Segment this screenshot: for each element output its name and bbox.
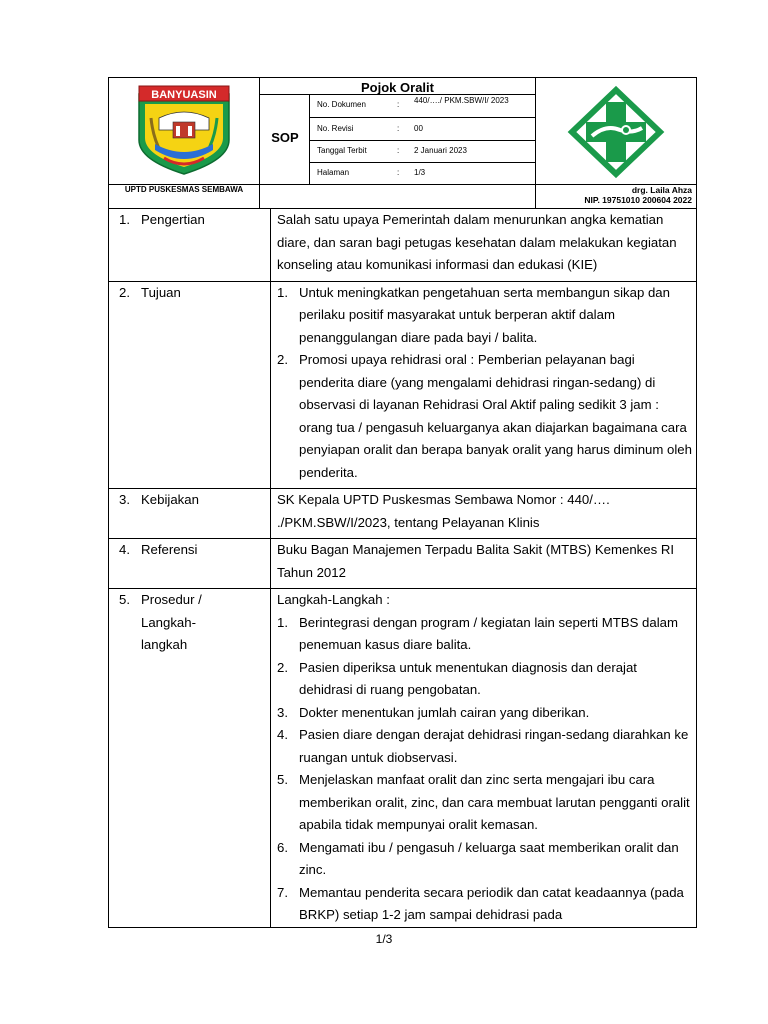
procedure-list: [277, 612, 692, 927]
procedure-intro: Langkah-Langkah :: [277, 592, 390, 607]
section-row: 5. Prosedur / Langkah-langkah Langkah-Langkah : 1. Berintegrasi dengan program / kegiatan lain seperti MTBS dalam penemuan kasus diare balita. 2. Pasien diperiksa untuk menentukan diagnosis dan derajat dehidrasi di ruang pengobatan. 3. Dokter menentukan jumlah cairan yang diberikan. 4. Pasien diare dengan derajat dehidrasi ringan-sedang diarahkan ke ruangan untuk diobservasi. 5. Menjelaskan manfaat oralit dan zinc serta mengajari ibu cara memberikan oralit, zinc, dan cara membuat larutan pengganti oralit apabila tidak mempunyai oralit kemasan. 6. Mengamati ibu / pengasuh / keluarga saat memberikan oralit dan zinc. 7. Memantau penderita secara periodik dan catat keadaannya (pada BRKP) setiap 1-2 jam sampai dehidrasi pada: [109, 589, 697, 928]
signatory-name: drg. Laila Ahza: [631, 185, 692, 195]
section-label: Pengertian: [141, 212, 205, 227]
meta-value: 440/…./ PKM.SBW/I/ 2023: [414, 96, 509, 105]
list-item: 1. Berintegrasi dengan program / kegiatan lain seperti MTBS dalam penemuan kasus diare balita.: [277, 614, 678, 652]
sop-document: [108, 77, 697, 928]
signatory-block: [536, 185, 696, 205]
section-text: Salah satu upaya Pemerintah dalam menurunkan angka kematian diare, dan saran bagi petugas kesehatan dalam melakukan kegiatan konseling atau komunikasi informasi dan edukasi (KIE): [271, 209, 697, 282]
puskesmas-logo: [536, 78, 696, 184]
section-label: Prosedur / Langkah-langkah: [141, 592, 202, 652]
document-header: BANYUASIN Pojok Oralit SOP No. Dokumen : 440/…./ PKM.SBW/I/ 2023 No. Revisi : 00 Tanggal Terbit : 2 Januari 2023 Halaman : 1/3 UPTD PUSKESMAS SEMBAWA drg. Laila Ahza NIP. 19751010 200604 2022: [108, 77, 697, 209]
section-label: Kebijakan: [141, 492, 199, 507]
section-row: 1. Pengertian Salah satu upaya Pemerintah dalam menurunkan angka kematian diare, dan saran bagi petugas kesehatan dalam melakukan kegiatan konseling atau komunikasi informasi dan edukasi (KIE): [109, 209, 697, 282]
page-number: 1/3: [375, 932, 393, 946]
list-item: 4. Pasien diare dengan derajat dehidrasi ringan-sedang diarahkan ke ruangan untuk diobservasi.: [277, 727, 689, 765]
section-row: 3. Kebijakan SK Kepala UPTD Puskesmas Sembawa Nomor : 440/…. ./PKM.SBW/I/2023, tentang Pelayanan Klinis: [109, 489, 697, 539]
meta-label: No. Dokumen: [317, 100, 366, 109]
section-text: SK Kepala UPTD Puskesmas Sembawa Nomor : 440/…. ./PKM.SBW/I/2023, tentang Pelayanan Klinis: [271, 489, 697, 539]
meta-value: 00: [414, 124, 423, 133]
list-item: 2. Pasien diperiksa untuk menentukan diagnosis dan derajat dehidrasi di ruang pengobatan.: [277, 659, 637, 697]
section-text: Buku Bagan Manajemen Terpadu Balita Sakit (MTBS) Kemenkes RI Tahun 2012: [271, 539, 697, 589]
section-row: 4. Referensi Buku Bagan Manajemen Terpadu Balita Sakit (MTBS) Kemenkes RI Tahun 2012: [109, 539, 697, 589]
list-item: 1. Untuk meningkatkan pengetahuan serta membangun sikap dan perilaku positif masyarakat untuk berperan aktif dalam penanggulangan diare pada bayi / balita.: [277, 284, 670, 345]
meta-label: No. Revisi: [317, 124, 354, 133]
list-item: 7. Memantau penderita secara periodik dan catat keadaannya (pada BRKP) setiap 1-2 jam sampai dehidrasi pada: [277, 884, 684, 922]
list-item: 6. Mengamati ibu / pengasuh / keluarga saat memberikan oralit dan zinc.: [277, 839, 679, 877]
meta-label: Halaman: [317, 168, 350, 177]
banyuasin-logo: [109, 78, 259, 184]
meta-value: 2 Januari 2023: [414, 146, 467, 155]
section-label: Referensi: [141, 542, 198, 557]
section-row: 2. Tujuan 1. Untuk meningkatkan pengetahuan serta membangun sikap dan perilaku positif masyarakat untuk berperan aktif dalam penanggulangan diare pada bayi / balita. 2. Promosi upaya rehidrasi oral : Pemberian pelayanan bagi penderita diare (yang mengalami dehidrasi ringan-sedang) di observasi di layanan Rehidrasi Oral Aktif paling sedikit 3 jam : orang tua / pengasuh keluarganya akan diajarkan bagaimana cara penyiapan oralit dan berapa banyak oralit yang harus diminum oleh penderita.: [109, 281, 697, 489]
list-item: 5. Menjelaskan manfaat oralit dan zinc serta mengajari ibu cara memberikan oralit, zinc, dan cara membuat larutan pengganti oralit apabila tidak mempunyai oralit kemasan.: [277, 772, 690, 832]
section-label: Tujuan: [141, 284, 181, 300]
unit-name: UPTD PUSKESMAS SEMBAWA: [124, 185, 244, 194]
list-item: 2. Promosi upaya rehidrasi oral : Pemberian pelayanan bagi penderita diare (yang mengalami dehidrasi ringan-sedang) di observasi di layanan Rehidrasi Oral Aktif paling sedikit 3 jam : orang tua / pengasuh keluarganya akan diajarkan bagaimana cara penyiapan oralit dan berapa banyak oralit yang harus diminum oleh penderita.: [277, 352, 692, 480]
meta-label: Tanggal Terbit: [317, 146, 367, 155]
banyuasin-logo-text: BANYUASIN: [151, 89, 217, 101]
sop-content-table: [108, 208, 697, 928]
document-title: Pojok Oralit: [361, 80, 434, 95]
sop-label: SOP: [271, 130, 299, 145]
signatory-nip: NIP. 19751010 200604 2022: [584, 195, 692, 205]
objective-list: [277, 282, 692, 485]
list-item: 3. Dokter menentukan jumlah cairan yang diberikan.: [277, 704, 590, 720]
meta-value: 1/3: [414, 168, 426, 177]
